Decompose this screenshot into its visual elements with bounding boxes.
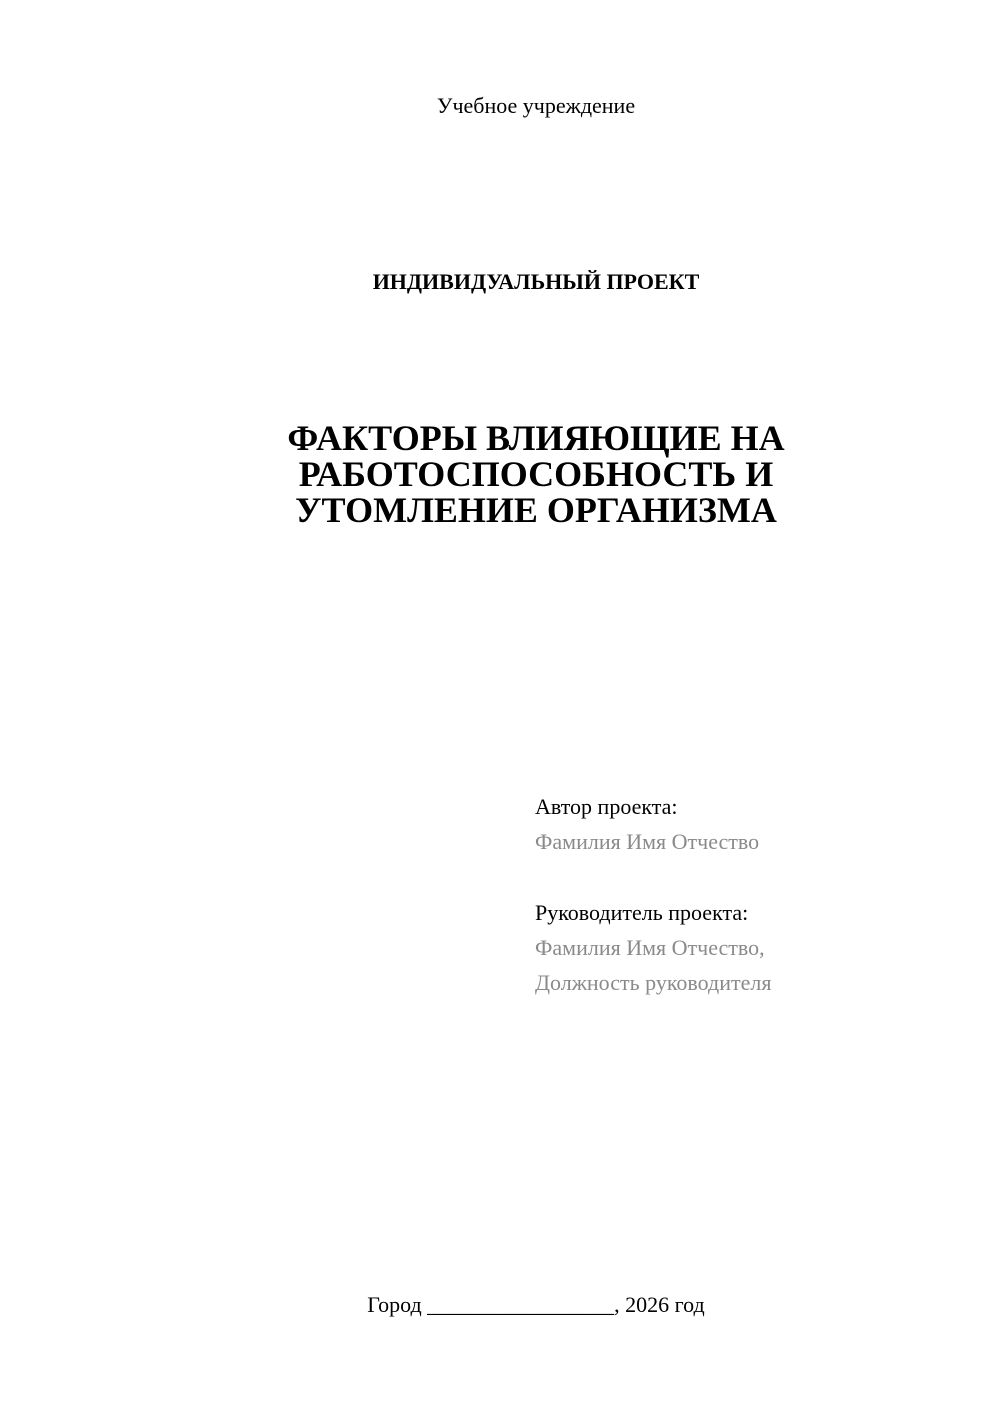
author-label: Автор проекта: (535, 794, 678, 819)
spacer (535, 859, 955, 895)
city-year-footer: Город _________________, 2026 год (367, 1292, 705, 1317)
author-name: Фамилия Имя Отчество (535, 829, 760, 854)
supervisor-position: Должность руководителя (535, 970, 772, 995)
project-title (0, 420, 1000, 528)
title-line-2: РАБОТОСПОСОБНОСТЬ И (298, 454, 774, 494)
supervisor-name: Фамилия Имя Отчество, (535, 935, 765, 960)
institution-name: Учебное учреждение (436, 93, 636, 118)
title-line-3: УТОМЛЕНИЕ ОРГАНИЗМА (295, 490, 777, 530)
supervisor-label: Руководитель проекта: (535, 900, 749, 925)
title-line-1: ФАКТОРЫ ВЛИЯЮЩИЕ НА (287, 418, 785, 458)
document-type: ИНДИВИДУАЛЬНЫЙ ПРОЕКТ (372, 269, 700, 294)
project-info-block (535, 789, 955, 1000)
